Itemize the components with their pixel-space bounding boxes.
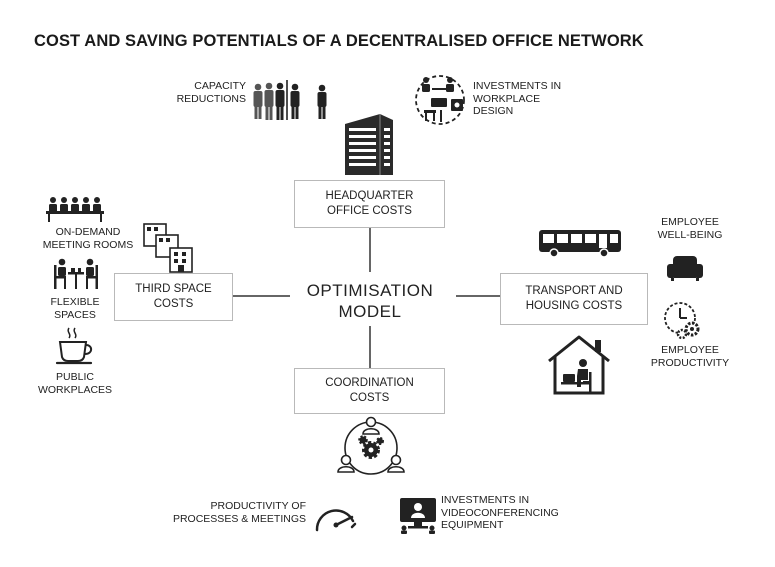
- coordination-costs-box: COORDINATION COSTS: [294, 368, 445, 414]
- third-space-costs-box: THIRD SPACE COSTS: [114, 273, 233, 321]
- coffee-cup-icon: [56, 326, 98, 366]
- meeting-table-icon: [45, 196, 105, 222]
- public-workplaces-label: PUBLIC WORKPLACES: [37, 371, 113, 396]
- employee-wellbeing-label: EMPLOYEE WELL-BEING: [657, 216, 723, 241]
- employee-productivity-label: EMPLOYEE PRODUCTIVITY: [650, 344, 730, 369]
- meeting-rooms-label: ON-DEMAND MEETING ROOMS: [42, 226, 134, 251]
- diagram-title: COST AND SAVING POTENTIALS OF A DECENTRALISED OFFICE NETWORK: [34, 32, 644, 50]
- armchair-icon: [666, 254, 704, 282]
- bus-icon: [538, 228, 622, 258]
- office-planning-icon: [410, 72, 470, 126]
- office-building-icon: [342, 112, 396, 176]
- people-group-icon: [250, 78, 330, 122]
- transport-housing-costs-box: TRANSPORT AND HOUSING COSTS: [500, 273, 648, 325]
- buildings-icon: [142, 222, 198, 274]
- videoconferencing-label: INVESTMENTS IN VIDEOCONFERENCING EQUIPMENT: [441, 494, 559, 531]
- speedometer-icon: [312, 497, 358, 533]
- team-gear-icon: [335, 414, 407, 478]
- desk-chairs-icon: [52, 258, 100, 290]
- workplace-design-label: INVESTMENTS IN WORKPLACE DESIGN: [473, 80, 562, 117]
- clock-gears-icon: [662, 300, 704, 340]
- video-conference-icon: [398, 496, 438, 534]
- flexible-spaces-label: FLEXIBLE SPACES: [50, 296, 100, 321]
- headquarter-costs-box: HEADQUARTER OFFICE COSTS: [294, 180, 445, 228]
- home-office-icon: [545, 334, 613, 396]
- capacity-reductions-label: CAPACITY REDUCTIONS: [176, 80, 246, 105]
- optimisation-model-label: OPTIMISATION MODEL: [306, 281, 434, 321]
- process-productivity-label: PRODUCTIVITY OF PROCESSES & MEETINGS: [172, 500, 306, 525]
